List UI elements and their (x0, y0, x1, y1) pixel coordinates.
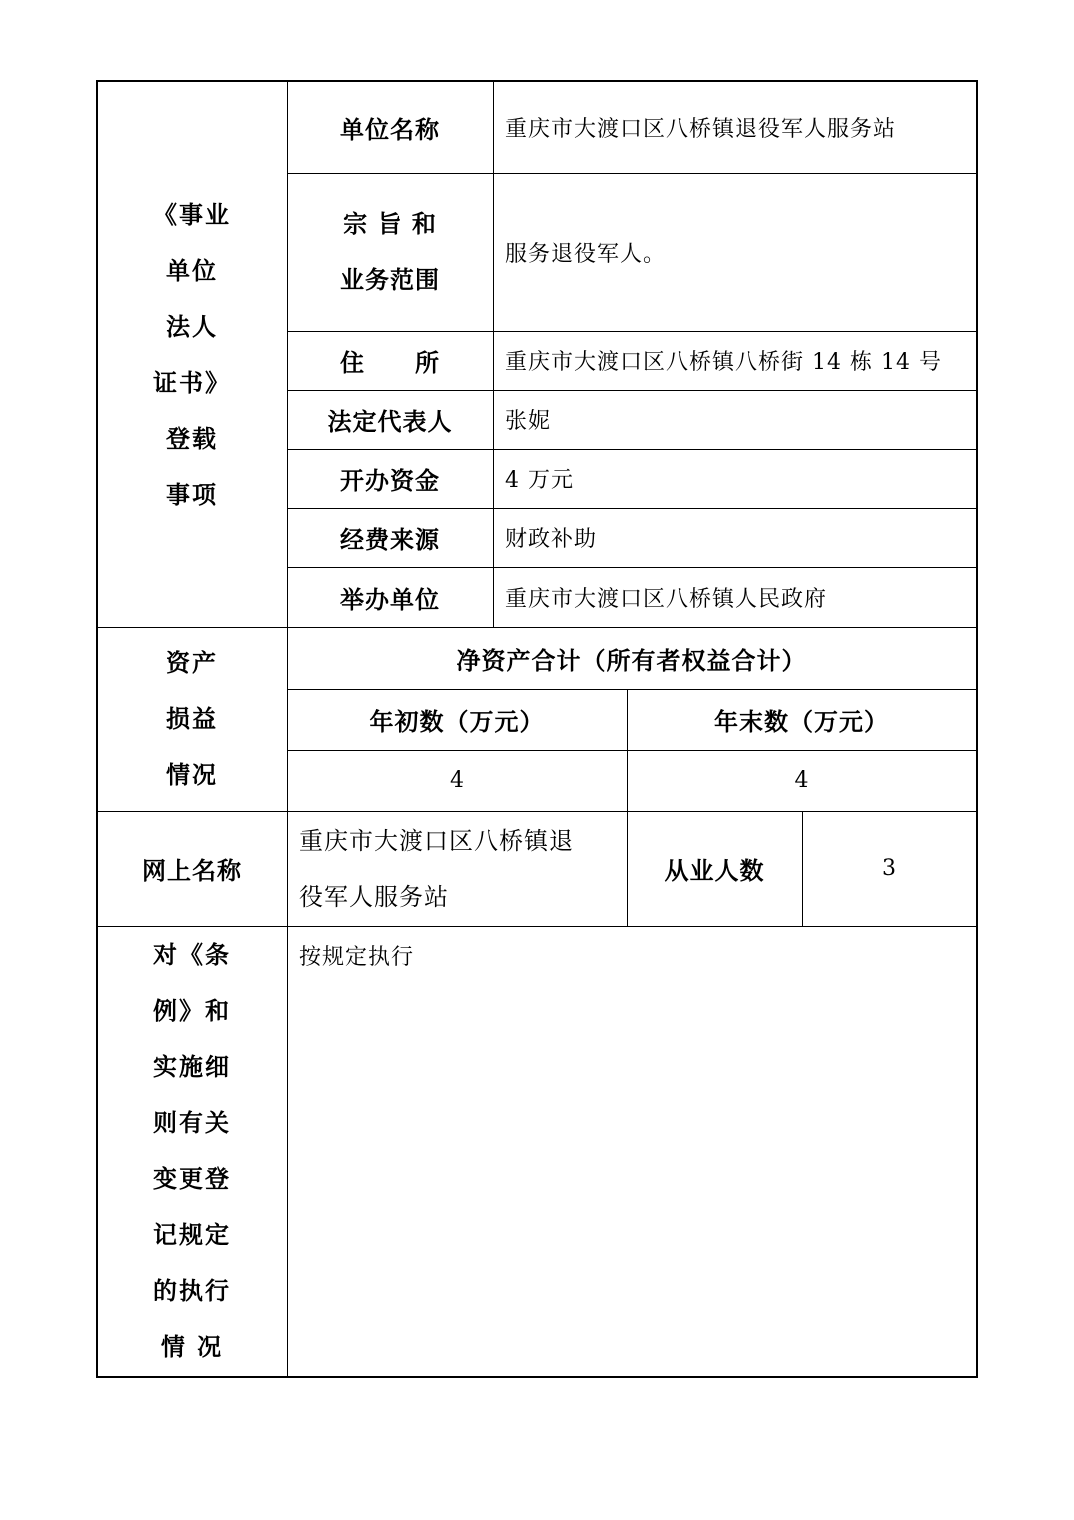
staff-count-label: 从业人数 (664, 856, 765, 885)
divider-horizontal (287, 567, 977, 568)
purpose-label-line: 业务范围 (340, 265, 440, 294)
assets-section-label (97, 627, 287, 811)
online-name-line: 役军人服务站 (299, 882, 449, 911)
online-name-value (287, 811, 627, 926)
label-line: 变更登 (153, 1164, 231, 1193)
label-line: 则有关 (153, 1108, 231, 1137)
label-line: 登载 (166, 423, 218, 453)
compliance-value: 按规定执行 (299, 945, 415, 970)
compliance-section-label (97, 926, 287, 1378)
address-value: 重庆市大渡口区八桥镇八桥街 14 栋 14 号 (505, 350, 942, 375)
divider-horizontal (287, 689, 977, 690)
certificate-section-label (97, 82, 287, 627)
legal-representative-label: 法定代表人 (327, 407, 453, 436)
label-line: 单位 (166, 255, 218, 285)
divider-vertical (287, 81, 288, 1377)
purpose-label (287, 173, 493, 331)
label-line: 损益 (166, 704, 218, 733)
unit-name-label: 单位名称 (340, 115, 440, 144)
funding-source-label: 经费来源 (340, 525, 440, 554)
label-line: 例》和 (153, 996, 231, 1025)
label-line: 对《条 (153, 940, 231, 969)
label-line: 资产 (166, 648, 218, 677)
divider-vertical (627, 689, 628, 926)
border-bottom (96, 1376, 978, 1378)
end-of-year-header: 年末数（万元） (714, 707, 889, 736)
label-line: 证书》 (153, 367, 231, 397)
capital-label: 开办资金 (340, 466, 440, 495)
divider-horizontal (97, 926, 977, 927)
label-line: 事项 (166, 479, 218, 509)
online-name-line: 重庆市大渡口区八桥镇退 (299, 826, 574, 855)
begin-of-year-value: 4 (450, 768, 464, 793)
label-line: 《事业 (153, 199, 231, 229)
border-top (96, 80, 978, 82)
divider-horizontal (287, 449, 977, 450)
label-line: 情况 (166, 760, 218, 789)
capital-value: 4 万元 (505, 468, 574, 493)
end-of-year-value: 4 (794, 768, 809, 793)
sponsor-value: 重庆市大渡口区八桥镇人民政府 (505, 586, 828, 612)
divider-horizontal (287, 508, 977, 509)
label-line: 的执行 (153, 1276, 231, 1305)
begin-of-year-header: 年初数（万元） (369, 707, 545, 736)
label-line: 法人 (166, 311, 218, 341)
purpose-value: 服务退役军人。 (505, 241, 667, 267)
address-label: 住 所 (340, 348, 440, 377)
net-assets-header: 净资产合计（所有者权益合计） (456, 645, 807, 675)
divider-vertical (493, 81, 494, 627)
label-line: 记规定 (153, 1220, 231, 1249)
legal-representative-value: 张妮 (505, 409, 552, 434)
divider-horizontal (287, 173, 977, 174)
border-left (96, 80, 98, 1378)
unit-name-value: 重庆市大渡口区八桥镇退役军人服务站 (505, 117, 897, 142)
label-line: 情 况 (160, 1332, 224, 1361)
divider-horizontal (97, 811, 977, 812)
staff-count-value: 3 (882, 856, 896, 881)
sponsor-label: 举办单位 (340, 584, 440, 614)
label-line: 实施细 (153, 1052, 231, 1081)
border-right (976, 80, 978, 1378)
divider-horizontal (287, 331, 977, 332)
funding-source-value: 财政补助 (505, 527, 598, 552)
online-name-label: 网上名称 (142, 856, 242, 885)
divider-horizontal (287, 390, 977, 391)
divider-horizontal (287, 750, 977, 751)
purpose-label-line: 宗 旨 和 (343, 209, 437, 238)
divider-vertical (802, 811, 803, 926)
divider-horizontal (97, 627, 977, 628)
